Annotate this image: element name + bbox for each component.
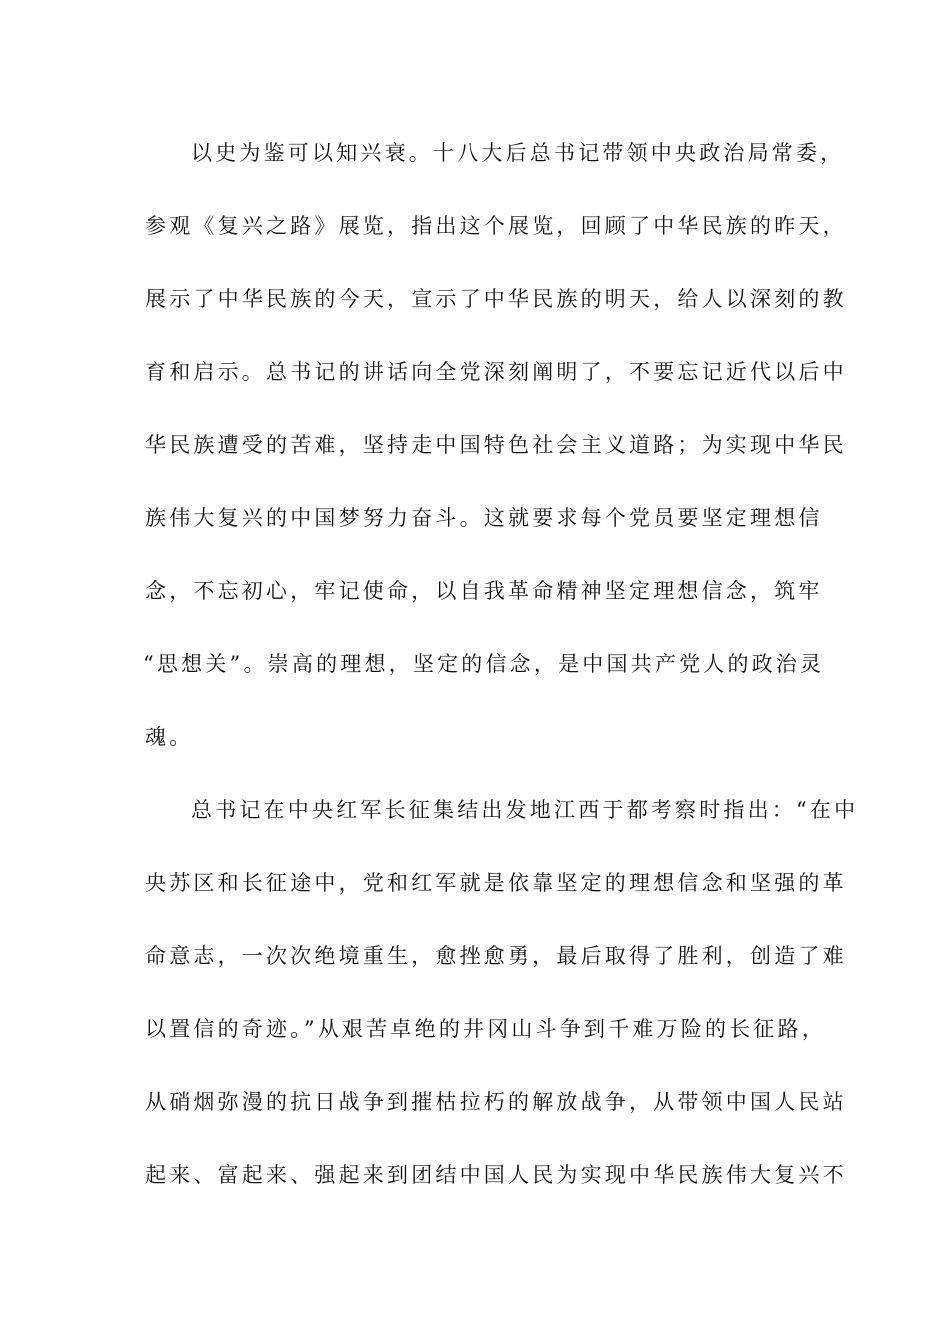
- text-line: 央苏区和长征途中，党和红军就是依靠坚定的理想信念和坚强的革: [145, 871, 847, 895]
- paragraph-2: [145, 792, 859, 1230]
- text-line: 魂。: [145, 725, 194, 749]
- text-line: 总书记在中央红军长征集结出发地江西于都考察时指出：“在中: [191, 798, 859, 822]
- text-line: 从硝烟弥漫的抗日战争到摧枯拉朽的解放战争，从带领中国人民站: [145, 1090, 847, 1114]
- text-line: 参观《复兴之路》展览，指出这个展览，回顾了中华民族的昨天，: [145, 214, 847, 238]
- text-line: 命意志，一次次绝境重生，愈挫愈勇，最后取得了胜利，创造了难: [145, 944, 847, 968]
- text-line: 念，不忘初心，牢记使命，以自我革命精神坚定理想信念，筑牢: [145, 579, 823, 603]
- body-text: [143, 135, 859, 1230]
- text-line: 育和启示。总书记的讲话向全党深刻阐明了，不要忘记近代以后中: [145, 360, 847, 384]
- paragraph-1: [143, 135, 847, 792]
- text-line: 以置信的奇迹。”从艰苦卓绝的井冈山斗争到千难万险的长征路，: [145, 1017, 827, 1041]
- text-line: “思想关”。崇高的理想，坚定的信念，是中国共产党人的政治灵: [143, 652, 825, 676]
- text-line: 展示了中华民族的今天，宣示了中华民族的明天，给人以深刻的教: [145, 287, 847, 311]
- text-line: 起来、富起来、强起来到团结中国人民为实现中华民族伟大复兴不: [145, 1163, 847, 1187]
- text-line: 族伟大复兴的中国梦努力奋斗。这就要求每个党员要坚定理想信: [145, 506, 823, 530]
- text-line: 以史为鉴可以知兴衰。十八大后总书记带领中央政治局常委，: [191, 141, 845, 165]
- text-line: 华民族遭受的苦难，坚持走中国特色社会主义道路；为实现中华民: [145, 433, 847, 457]
